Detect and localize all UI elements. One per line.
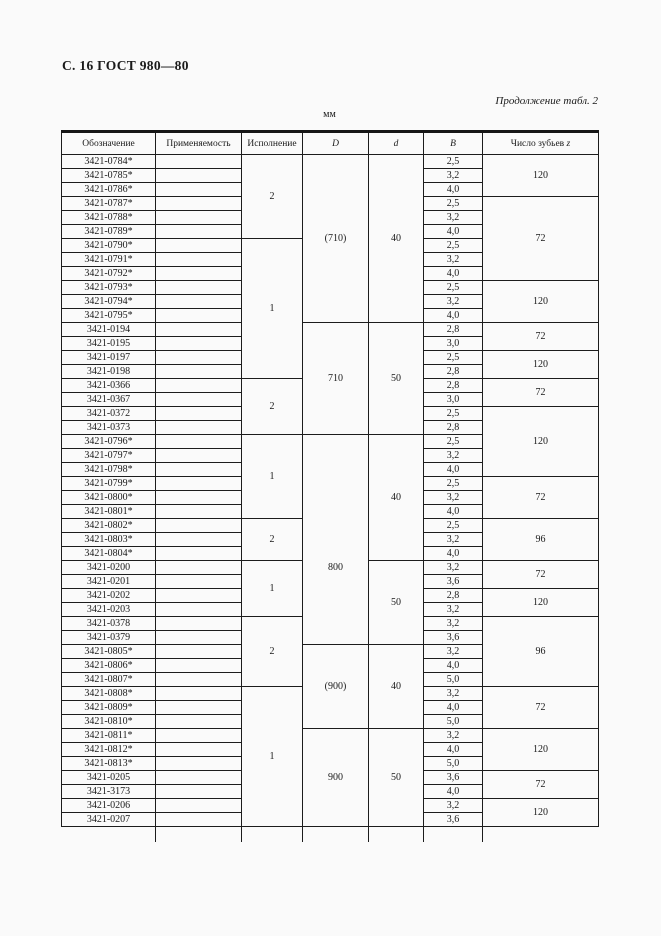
width-B-cell: 4,0: [424, 743, 483, 757]
teeth-count-cell: 72: [483, 771, 599, 799]
teeth-count-cell: 120: [483, 589, 599, 617]
width-B-cell: 3,2: [424, 533, 483, 547]
applicability-cell: [156, 309, 242, 323]
designation-cell: 3421-3173: [62, 785, 156, 799]
applicability-cell: [156, 211, 242, 225]
applicability-cell: [156, 197, 242, 211]
applicability-cell: [156, 379, 242, 393]
designation-cell: 3421-0200: [62, 561, 156, 575]
diameter-D-cell-value: 800: [328, 562, 343, 573]
applicability-cell: [156, 701, 242, 715]
designation-cell: 3421-0808*: [62, 687, 156, 701]
designation-cell: 3421-0194: [62, 323, 156, 337]
applicability-cell: [156, 771, 242, 785]
teeth-count-cell: 72: [483, 477, 599, 519]
width-B-cell: 3,2: [424, 449, 483, 463]
width-B-cell: 4,0: [424, 309, 483, 323]
designation-cell: 3421-0202: [62, 589, 156, 603]
table-header-row: [62, 132, 599, 155]
width-B-cell: 3,6: [424, 813, 483, 827]
applicability-cell: [156, 253, 242, 267]
width-B-cell: 3,6: [424, 771, 483, 785]
execution-cell: 1: [242, 561, 303, 617]
applicability-cell: [156, 281, 242, 295]
applicability-cell: [156, 421, 242, 435]
width-B-cell: 3,2: [424, 603, 483, 617]
width-B-cell: 3,2: [424, 295, 483, 309]
diameter-D-cell: [303, 435, 369, 645]
designation-cell: 3421-0207: [62, 813, 156, 827]
applicability-cell: [156, 351, 242, 365]
designation-cell: 3421-0378: [62, 617, 156, 631]
width-B-cell: 3,2: [424, 561, 483, 575]
width-B-cell: 3,2: [424, 211, 483, 225]
table-row: [62, 155, 599, 169]
designation-cell: 3421-0802*: [62, 519, 156, 533]
applicability-cell: [156, 687, 242, 701]
designation-cell: 3421-0811*: [62, 729, 156, 743]
width-B-cell: 2,5: [424, 407, 483, 421]
width-B-cell: 4,0: [424, 659, 483, 673]
teeth-count-cell: 120: [483, 351, 599, 379]
applicability-cell: [156, 155, 242, 169]
applicability-cell: [156, 715, 242, 729]
designation-cell: 3421-0797*: [62, 449, 156, 463]
table-continuation-stub: [62, 827, 599, 843]
designation-cell: 3421-0806*: [62, 659, 156, 673]
width-B-cell: 3,2: [424, 729, 483, 743]
bore-d-cell: 40: [369, 435, 424, 561]
width-B-cell: 3,2: [424, 687, 483, 701]
bore-d-cell: 50: [369, 729, 424, 827]
designation-cell: 3421-0807*: [62, 673, 156, 687]
teeth-count-cell: 96: [483, 519, 599, 561]
execution-cell: 2: [242, 155, 303, 239]
designation-cell: 3421-0792*: [62, 267, 156, 281]
designation-cell: 3421-0796*: [62, 435, 156, 449]
width-B-cell: 2,5: [424, 155, 483, 169]
designation-cell: 3421-0195: [62, 337, 156, 351]
designation-cell: 3421-0205: [62, 771, 156, 785]
designation-cell: 3421-0810*: [62, 715, 156, 729]
width-B-cell: 5,0: [424, 757, 483, 771]
diameter-D-cell: 710: [303, 323, 369, 435]
designation-cell: 3421-0803*: [62, 533, 156, 547]
teeth-count-cell: 72: [483, 687, 599, 729]
applicability-cell: [156, 575, 242, 589]
designation-cell: 3421-0809*: [62, 701, 156, 715]
units-label: мм: [323, 109, 336, 120]
designation-cell: 3421-0794*: [62, 295, 156, 309]
width-B-cell: 2,8: [424, 323, 483, 337]
designation-cell: 3421-0799*: [62, 477, 156, 491]
width-B-cell: 3,2: [424, 617, 483, 631]
width-B-cell: 5,0: [424, 673, 483, 687]
applicability-cell: [156, 365, 242, 379]
designation-cell: 3421-0813*: [62, 757, 156, 771]
applicability-cell: [156, 547, 242, 561]
width-B-cell: 3,2: [424, 253, 483, 267]
teeth-count-cell: 72: [483, 323, 599, 351]
width-B-cell: 5,0: [424, 715, 483, 729]
applicability-cell: [156, 183, 242, 197]
bore-d-cell: 40: [369, 645, 424, 729]
width-B-cell: 2,8: [424, 365, 483, 379]
width-B-cell: 4,0: [424, 547, 483, 561]
gost-dimensions-table: [61, 130, 599, 842]
execution-cell: 2: [242, 519, 303, 561]
table-row: [62, 729, 599, 743]
applicability-cell: [156, 617, 242, 631]
applicability-cell: [156, 491, 242, 505]
designation-cell: 3421-0788*: [62, 211, 156, 225]
width-B-cell: 2,5: [424, 435, 483, 449]
applicability-cell: [156, 337, 242, 351]
stub-cell: [156, 827, 242, 843]
teeth-count-cell: 120: [483, 407, 599, 477]
teeth-count-cell: 72: [483, 197, 599, 281]
applicability-cell: [156, 225, 242, 239]
table-row: [62, 323, 599, 337]
designation-cell: 3421-0789*: [62, 225, 156, 239]
applicability-cell: [156, 533, 242, 547]
applicability-cell: [156, 589, 242, 603]
designation-cell: 3421-0367: [62, 393, 156, 407]
applicability-cell: [156, 463, 242, 477]
width-B-cell: 3,2: [424, 645, 483, 659]
applicability-cell: [156, 519, 242, 533]
designation-cell: 3421-0785*: [62, 169, 156, 183]
stub-cell: [369, 827, 424, 843]
applicability-cell: [156, 477, 242, 491]
teeth-count-cell: 72: [483, 561, 599, 589]
designation-cell: 3421-0203: [62, 603, 156, 617]
applicability-cell: [156, 393, 242, 407]
width-B-cell: 3,2: [424, 491, 483, 505]
width-B-cell: 4,0: [424, 267, 483, 281]
table-body: [62, 155, 599, 843]
applicability-cell: [156, 603, 242, 617]
applicability-cell: [156, 743, 242, 757]
width-B-cell: 4,0: [424, 183, 483, 197]
teeth-count-cell: 120: [483, 799, 599, 827]
applicability-cell: [156, 813, 242, 827]
stub-cell: [483, 827, 599, 843]
applicability-cell: [156, 449, 242, 463]
applicability-cell: [156, 505, 242, 519]
designation-cell: 3421-0798*: [62, 463, 156, 477]
teeth-count-cell: 120: [483, 729, 599, 771]
bore-d-cell: 50: [369, 323, 424, 435]
column-header: Исполнение: [242, 132, 303, 155]
designation-cell: 3421-0206: [62, 799, 156, 813]
designation-cell: 3421-0784*: [62, 155, 156, 169]
teeth-count-cell: 72: [483, 379, 599, 407]
designation-cell: 3421-0379: [62, 631, 156, 645]
applicability-cell: [156, 561, 242, 575]
column-header: d: [369, 132, 424, 155]
width-B-cell: 2,5: [424, 351, 483, 365]
width-B-cell: 2,8: [424, 589, 483, 603]
stub-cell: [303, 827, 369, 843]
applicability-cell: [156, 659, 242, 673]
width-B-cell: 4,0: [424, 225, 483, 239]
designation-cell: 3421-0793*: [62, 281, 156, 295]
column-header: B: [424, 132, 483, 155]
designation-cell: 3421-0804*: [62, 547, 156, 561]
designation-cell: 3421-0373: [62, 421, 156, 435]
applicability-cell: [156, 407, 242, 421]
applicability-cell: [156, 673, 242, 687]
column-header-symbol: z: [564, 138, 571, 149]
designation-cell: 3421-0201: [62, 575, 156, 589]
applicability-cell: [156, 631, 242, 645]
width-B-cell: 3,2: [424, 169, 483, 183]
width-B-cell: 2,5: [424, 477, 483, 491]
diameter-D-cell: 900: [303, 729, 369, 827]
designation-cell: 3421-0805*: [62, 645, 156, 659]
width-B-cell: 2,8: [424, 421, 483, 435]
designation-cell: 3421-0372: [62, 407, 156, 421]
width-B-cell: 4,0: [424, 505, 483, 519]
width-B-cell: 2,5: [424, 197, 483, 211]
designation-cell: 3421-0197: [62, 351, 156, 365]
execution-cell: 1: [242, 687, 303, 827]
width-B-cell: 2,5: [424, 519, 483, 533]
execution-cell: 1: [242, 435, 303, 519]
designation-cell: 3421-0791*: [62, 253, 156, 267]
applicability-cell: [156, 267, 242, 281]
width-B-cell: 4,0: [424, 785, 483, 799]
execution-cell: 2: [242, 379, 303, 435]
execution-cell: 1: [242, 239, 303, 379]
width-B-cell: 3,6: [424, 631, 483, 645]
applicability-cell: [156, 169, 242, 183]
width-B-cell: 2,5: [424, 281, 483, 295]
designation-cell: 3421-0801*: [62, 505, 156, 519]
stub-cell: [424, 827, 483, 843]
designation-cell: 3421-0787*: [62, 197, 156, 211]
teeth-count-cell: 120: [483, 281, 599, 323]
column-header: D: [303, 132, 369, 155]
bore-d-cell: 50: [369, 561, 424, 645]
width-B-cell: 3,0: [424, 337, 483, 351]
designation-cell: 3421-0800*: [62, 491, 156, 505]
applicability-cell: [156, 799, 242, 813]
bore-d-cell: 40: [369, 155, 424, 323]
diameter-D-cell: (710): [303, 155, 369, 323]
diameter-D-cell: (900): [303, 645, 369, 729]
column-header: Число зубьев z: [483, 132, 599, 155]
designation-cell: 3421-0198: [62, 365, 156, 379]
applicability-cell: [156, 239, 242, 253]
width-B-cell: 4,0: [424, 701, 483, 715]
page-title: С. 16 ГОСТ 980—80: [62, 58, 189, 73]
applicability-cell: [156, 435, 242, 449]
applicability-cell: [156, 645, 242, 659]
designation-cell: 3421-0795*: [62, 309, 156, 323]
teeth-count-cell: 120: [483, 155, 599, 197]
stub-cell: [62, 827, 156, 843]
width-B-cell: 2,5: [424, 239, 483, 253]
width-B-cell: 3,6: [424, 575, 483, 589]
column-header: Обозначение: [62, 132, 156, 155]
designation-cell: 3421-0786*: [62, 183, 156, 197]
table-continuation-note: Продолжение табл. 2: [495, 95, 598, 107]
designation-cell: 3421-0790*: [62, 239, 156, 253]
designation-cell: 3421-0812*: [62, 743, 156, 757]
designation-cell: 3421-0366: [62, 379, 156, 393]
width-B-cell: 4,0: [424, 463, 483, 477]
teeth-count-cell: 96: [483, 617, 599, 687]
width-B-cell: 3,0: [424, 393, 483, 407]
applicability-cell: [156, 785, 242, 799]
applicability-cell: [156, 323, 242, 337]
width-B-cell: 2,8: [424, 379, 483, 393]
width-B-cell: 3,2: [424, 799, 483, 813]
applicability-cell: [156, 295, 242, 309]
column-header: Применяемость: [156, 132, 242, 155]
applicability-cell: [156, 729, 242, 743]
stub-cell: [242, 827, 303, 843]
execution-cell: 2: [242, 617, 303, 687]
applicability-cell: [156, 757, 242, 771]
